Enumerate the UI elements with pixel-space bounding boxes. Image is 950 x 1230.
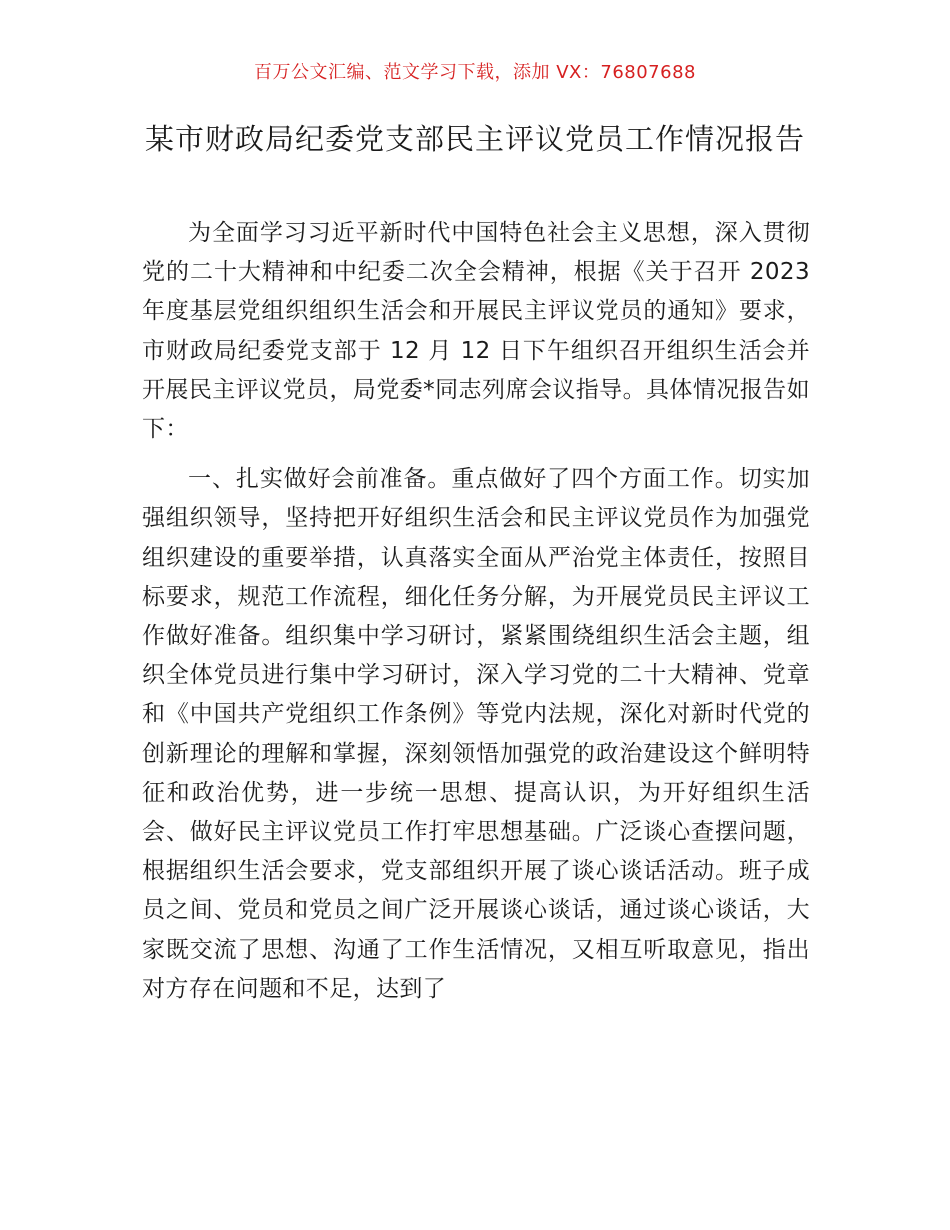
document-title: 某市财政局纪委党支部民主评议党员工作情况报告 xyxy=(144,122,805,156)
paragraph-section-1: 一、扎实做好会前准备。重点做好了四个方面工作。切实加强组织领导，坚持把开好组织生活会和民主评议党员作为加强党组织建设的重要举措，认真落实全面从严治党主体责任，按照目标要求，规范工作流程，细化任务分解，为开展党员民主评议工作做好准备。组织集中学习研讨，紧紧围绕组织生活会主题，组织全体党员进行集中学习研讨，深入学习党的二十大精神、党章和《中国共产党组织工作条例》等党内法规，深化对新时代党的创新理论的理解和掌握，深刻领悟加强党的政治建设这个鲜明特征和政治优势，进一步统一思想、提高认识，为开好组织生活会、做好民主评议党员工作打牢思想基础。广泛谈心查摆问题，根据组织生活会要求，党支部组织开展了谈心谈话活动。班子成员之间、党员和党员之间广泛开展谈心谈话，通过谈心谈话，大家既交流了思想、沟通了工作生活情况，又相互听取意见，指出对方存在问题和不足，达到了 xyxy=(142,466,810,1002)
watermark-banner: 百万公文汇编、范文学习下载，添加 VX：76807688 xyxy=(254,62,696,83)
document-body xyxy=(142,214,810,1009)
paragraph-intro: 为全面学习习近平新时代中国特色社会主义思想，深入贯彻党的二十大精神和中纪委二次全会精神，根据《关于召开 2023 年度基层党组织组织生活会和开展民主评议党员的通知》要求，市财政局纪委党支部于 12 月 12 日下午组织召开组织生活会并开展民主评议党员，局党委*同志列席会议指导。具体情况报告如下： xyxy=(142,220,810,443)
